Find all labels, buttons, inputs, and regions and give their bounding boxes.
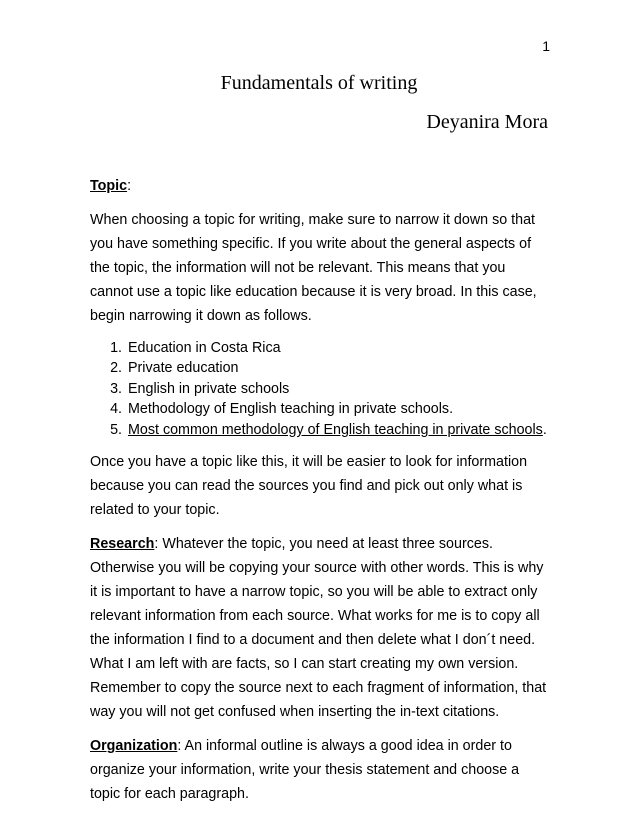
- organization-text: : An informal outline is always a good idea in order to organize your information, write your thesis statement and choose a topic for each paragraph.: [90, 738, 520, 803]
- list-item: 3. English in private schools: [126, 379, 552, 399]
- topic-heading-colon: :: [127, 178, 132, 194]
- organization-heading: Organization: [90, 738, 178, 755]
- list-item-final-period: .: [542, 421, 547, 438]
- list-item: 4. Methodology of English teaching in private schools.: [126, 399, 552, 419]
- list-item: 2. Private education: [126, 358, 552, 378]
- page-number: 1: [542, 38, 550, 54]
- topic-after-paragraph: Once you have a topic like this, it will be easier to look for information because you can read the sources you find and pick out only what is related to your topic.: [90, 454, 528, 519]
- research-text: : Whatever the topic, you need at least three sources. Otherwise you will be copying your source with other words. This is why it is important to have a narrow topic, so you will be able to extract only relevant information from each source. What works for me is to copy all the information I find to a document and then delete what I don´t need. What I am left with are facts, so I can start creating my own version. Remember to copy the source next to each fragment of information, that way you will not get confused when inserting the in-text citations.: [90, 536, 547, 721]
- list-item: 1. Education in Costa Rica: [126, 338, 552, 358]
- document-body: [90, 174, 552, 816]
- author-name: Deyanira Mora: [426, 111, 548, 133]
- list-item-final-text: Most common methodology of English teaching in private schools: [128, 421, 543, 438]
- organization-paragraph: [90, 734, 552, 806]
- topic-heading: Topic: [90, 178, 128, 194]
- topic-intro-paragraph: When choosing a topic for writing, make sure to narrow it down so that you have something specific. If you write about the general aspects of the topic, the information will not be relevant. This means that you cannot use a topic like education because it is very broad. In this case, begin narrowing it down as follows.: [90, 212, 537, 324]
- research-paragraph: [90, 532, 552, 724]
- list-item-final: [126, 420, 552, 440]
- narrowing-list: [90, 338, 552, 440]
- document-title: Fundamentals of writing: [220, 72, 418, 94]
- topic-heading-line: [90, 174, 552, 198]
- research-heading: Research: [90, 536, 155, 553]
